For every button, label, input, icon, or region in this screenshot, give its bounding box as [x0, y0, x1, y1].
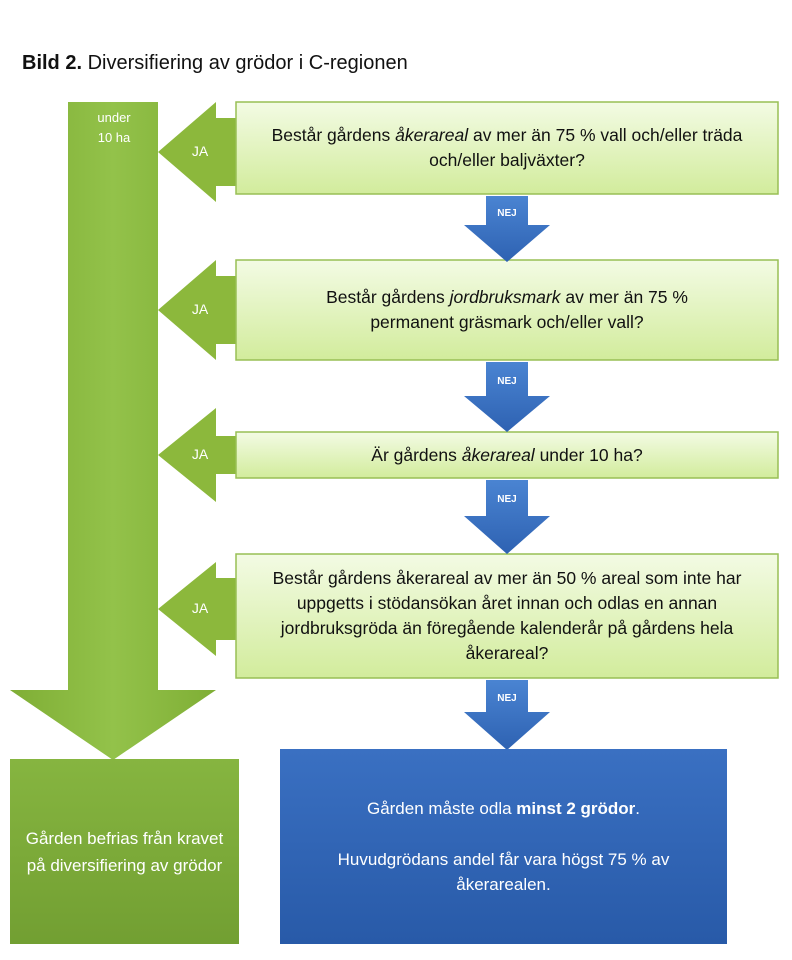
question-2: [236, 260, 778, 360]
question-2-text-a: Består gårdens: [326, 287, 450, 307]
question-3-emphasis: åkerareal: [461, 444, 535, 465]
question-4: [236, 554, 778, 678]
no-arrow-2: [464, 362, 550, 432]
side-label: [74, 108, 154, 148]
question-1-emphasis: åkerareal: [395, 125, 469, 145]
question-3: [236, 432, 778, 478]
outcome-required-bold: minst 2 grödor: [516, 799, 636, 818]
no-label-4: NEJ: [497, 693, 517, 704]
question-3-text-b: under 10 ha?: [534, 444, 643, 465]
yes-flow-arrow: [10, 102, 216, 760]
no-label-1: NEJ: [497, 208, 517, 219]
outcome-exempt-text: Gården befrias från kravet på diversifiering av grödor: [25, 828, 224, 875]
yes-label-3: JA: [191, 446, 209, 462]
outcome-required-line2: Huvudgrödans andel får vara högst 75 % av åkerarealen.: [337, 850, 670, 894]
no-arrow-3: [464, 480, 550, 554]
outcome-required-line1: [367, 796, 640, 821]
question-2-text-b: av mer än 75 % permanent gräsmark och/eller vall?: [370, 287, 688, 332]
yes-label-1: JA: [191, 143, 209, 159]
no-label-2: NEJ: [497, 376, 517, 387]
question-1-text-a: Består gårdens: [271, 125, 396, 145]
title-prefix: Bild 2.: [22, 52, 83, 74]
diagram-title: [22, 52, 408, 75]
side-label-line2: 10 ha: [97, 130, 131, 145]
no-arrow-1: [464, 196, 550, 262]
outcome-required: [280, 749, 727, 944]
title-text: Diversifiering av grödor i C-regionen: [87, 52, 408, 74]
question-1-text-b: av mer än 75 % vall och/eller träda och/eller baljväxter?: [429, 125, 743, 170]
outcome-required-text-b: .: [635, 799, 641, 818]
outcome-exempt: [10, 759, 239, 944]
side-label-line1: under: [97, 110, 131, 125]
no-label-3: NEJ: [497, 494, 517, 505]
yes-label-4: JA: [191, 600, 209, 616]
outcome-required-text-a: Gården måste odla: [366, 799, 517, 818]
question-1: [236, 102, 778, 194]
yes-label-2: JA: [191, 301, 209, 317]
question-4-text-a: Består gårdens åkerareal av mer än 50 % areal som inte har uppgetts i stödansökan året innan och odlas en annan jordbruksgröda än föregående kalenderår på gårdens hela åkerareal?: [272, 568, 742, 663]
question-3-text-a: Är gårdens: [371, 444, 462, 465]
no-arrow-4: [464, 680, 550, 750]
question-2-emphasis: jordbruksmark: [449, 287, 561, 307]
